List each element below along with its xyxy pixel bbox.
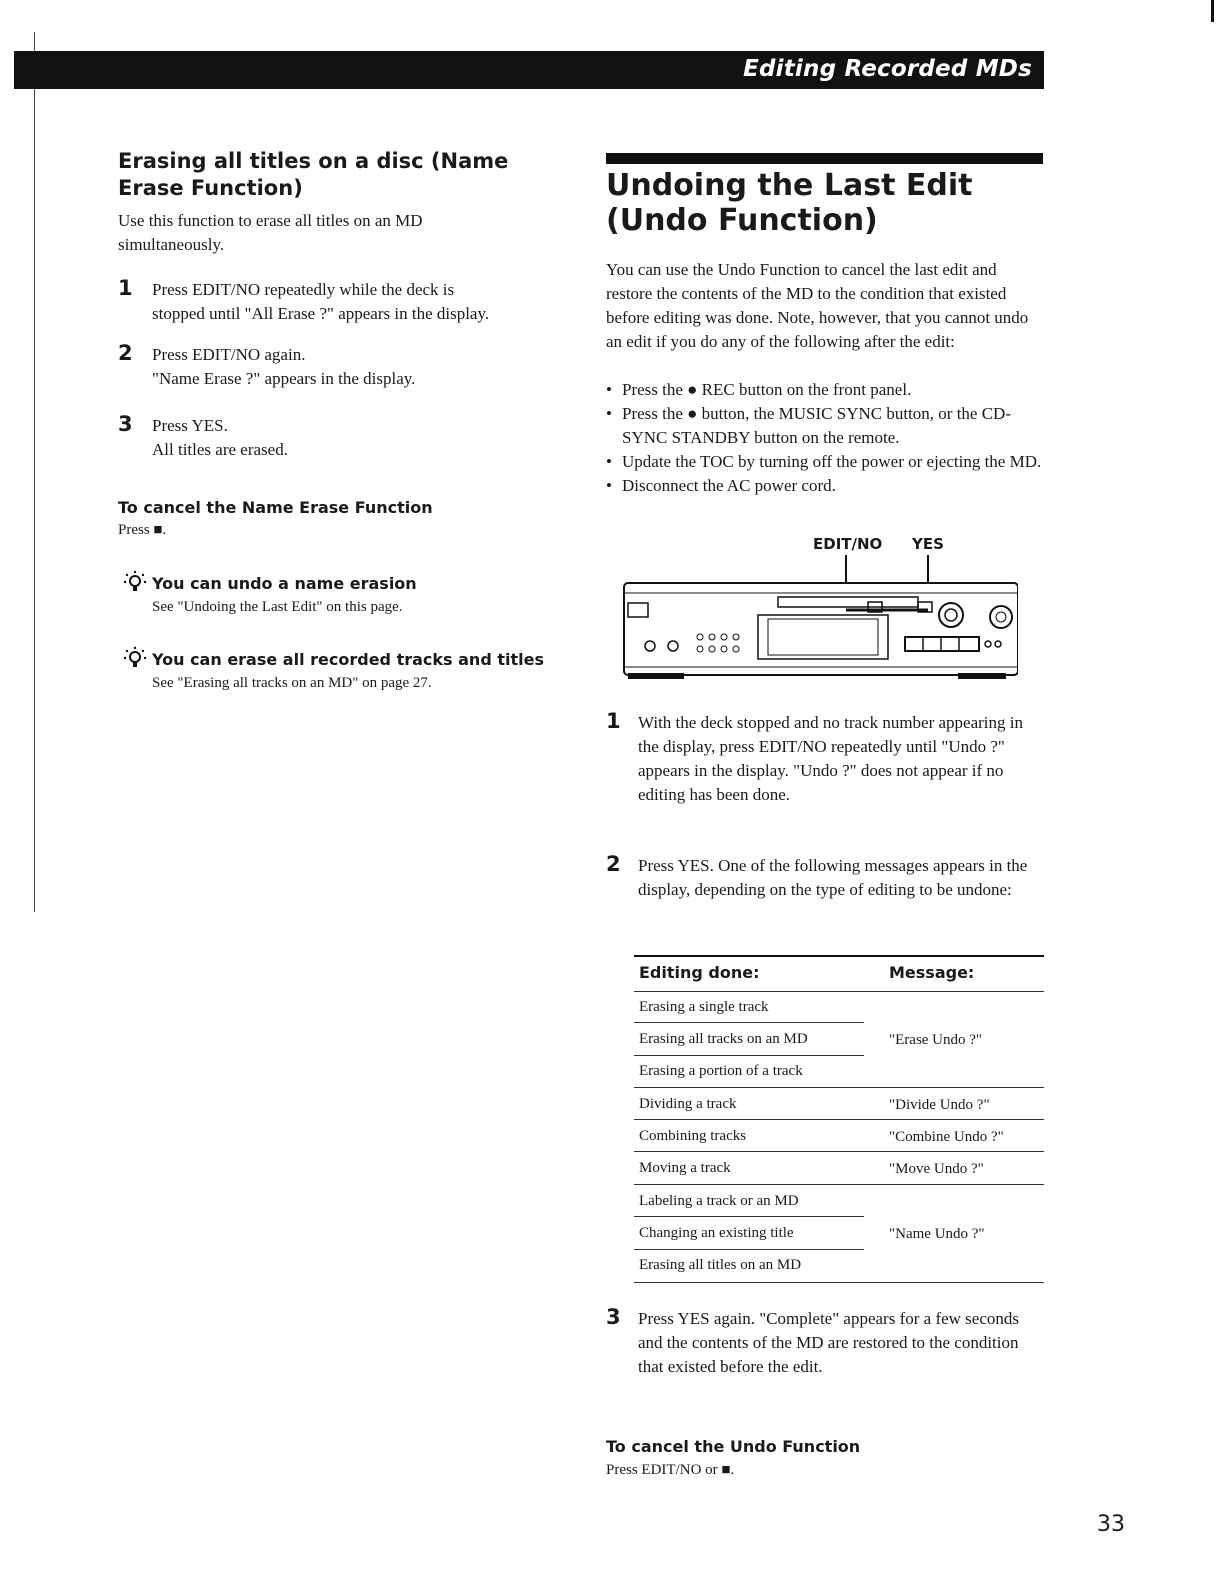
section-intro: Use this function to erase all titles on an MD simultaneously. (118, 211, 423, 254)
table-row: Erasing all titles on an MD (639, 1257, 802, 1273)
tip-text: See "Erasing all tracks on an MD" on page 27. (152, 675, 432, 691)
page-title-line: Undoing the Last Edit (606, 168, 973, 203)
step-text: All titles are erased. (152, 440, 288, 459)
step-text: Press YES again. "Complete" appears for a few seconds and the contents of the MD are restored to the condition that existed before the edit. (638, 1309, 1020, 1376)
step-number: 2 (606, 852, 621, 876)
table-rule (634, 1184, 1044, 1185)
deck-front-panel-figure (618, 555, 1018, 690)
step-number: 1 (118, 276, 133, 300)
step-number: 2 (118, 341, 133, 365)
table-row: Moving a track (639, 1160, 731, 1176)
section-title: Erasing all titles on a disc (Name Erase Function) (118, 149, 509, 200)
undo-intro: You can use the Undo Function to cancel the last edit and restore the contents of the MD to the condition that existed before editing was done. Note, however, that you cannot undo an edit if you do any of the following after the edit: (606, 260, 1029, 351)
margin-rule (34, 32, 35, 912)
header-bar (14, 51, 1044, 89)
list-item: • Press the ● REC button on the front panel. (606, 378, 1046, 402)
table-header-editing: Editing done: (639, 963, 760, 982)
table-rule (634, 1151, 1044, 1152)
cancel-text: Press ■. (118, 522, 167, 538)
table-rule (634, 1022, 864, 1023)
table-rule (634, 1055, 864, 1056)
step-text: Press EDIT/NO repeatedly while the deck is (152, 280, 455, 299)
table-top-rule (634, 955, 1044, 957)
table-rule (634, 1216, 864, 1217)
table-rule (634, 991, 1044, 992)
tip-text: See "Undoing the Last Edit" on this page. (152, 599, 403, 615)
table-message: "Erase Undo ?" (889, 1032, 983, 1048)
page-title-line: (Undo Function) (606, 203, 878, 238)
table-row: Dividing a track (639, 1096, 737, 1112)
cancel-heading: To cancel the Undo Function (606, 1437, 861, 1456)
list-item: • Press the ● button, the MUSIC SYNC button, or the CD-SYNC STANDBY button on the remote. (606, 402, 1046, 450)
hint-bulb-icon (123, 646, 147, 670)
step-text: Press EDIT/NO again. (152, 345, 306, 364)
table-row: Erasing all tracks on an MD (639, 1031, 808, 1047)
table-row: Erasing a portion of a track (639, 1063, 803, 1079)
page-number: 33 (1097, 1512, 1125, 1537)
table-rule (634, 1119, 1044, 1120)
step-number: 1 (606, 709, 621, 733)
figure-label-yes: YES (912, 535, 944, 553)
cancel-text: Press EDIT/NO or ■. (606, 1462, 735, 1478)
step-text: stopped until "All Erase ?" appears in the display. (152, 304, 490, 323)
hint-bulb-icon (123, 570, 147, 594)
list-item: • Update the TOC by turning off the power or ejecting the MD. (606, 450, 1046, 474)
table-rule (634, 1087, 1044, 1088)
table-row: Combining tracks (639, 1128, 747, 1144)
figure-label-edit: EDIT/NO (813, 535, 883, 553)
table-header-message: Message: (889, 963, 975, 982)
step-text: Press YES. One of the following messages appears in the display, depending on the type of editing to be undone: (638, 856, 1028, 899)
step-text: Press YES. (152, 416, 228, 435)
header-title: Editing Recorded MDs (743, 56, 1032, 82)
conditions-list (606, 378, 1046, 498)
tip-heading: You can undo a name erasion (152, 574, 417, 593)
section-rule (606, 153, 1043, 164)
list-item: • Disconnect the AC power cord. (606, 474, 1046, 498)
table-row: Changing an existing title (639, 1225, 794, 1241)
table-message: "Name Undo ?" (889, 1226, 985, 1242)
table-message: "Divide Undo ?" (889, 1097, 990, 1113)
table-bottom-rule (634, 1282, 1044, 1283)
tip-heading: You can erase all recorded tracks and titles (152, 650, 544, 669)
table-message: "Combine Undo ?" (889, 1129, 1004, 1145)
step-text: "Name Erase ?" appears in the display. (152, 369, 416, 388)
step-number: 3 (606, 1305, 621, 1329)
page-title (606, 168, 972, 238)
table-row: Erasing a single track (639, 999, 769, 1015)
step-number: 3 (118, 412, 133, 436)
table-rule (634, 1249, 864, 1250)
corner-mark (1211, 0, 1214, 22)
table-message: "Move Undo ?" (889, 1161, 984, 1177)
cancel-heading: To cancel the Name Erase Function (118, 498, 433, 517)
table-row: Labeling a track or an MD (639, 1193, 799, 1209)
step-text: With the deck stopped and no track number appearing in the display, press EDIT/NO repeatedly until "Undo ?" appears in the display. "Undo ?" does not appear if no editing has been done. (638, 713, 1023, 804)
